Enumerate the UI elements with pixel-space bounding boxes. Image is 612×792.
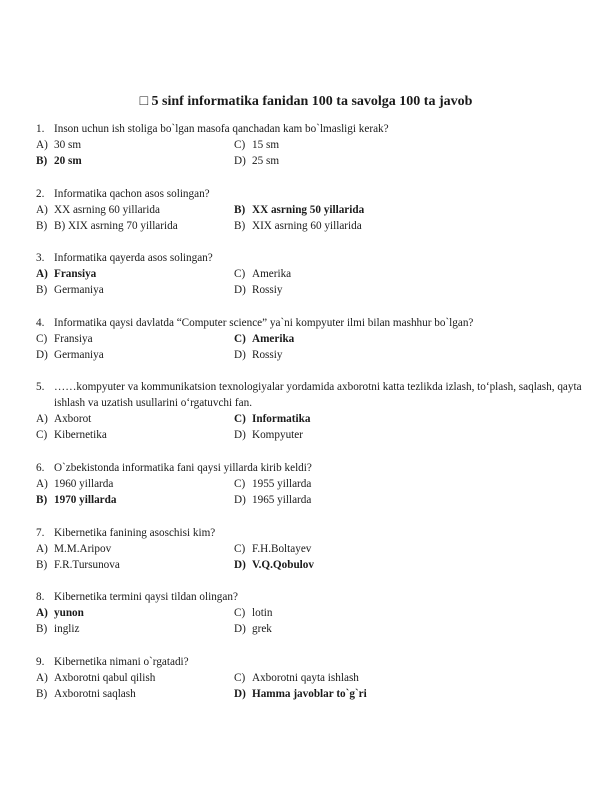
option-text: F.H.Boltayev	[252, 543, 312, 555]
answer-option	[36, 202, 234, 218]
option-text: Axborotni qayta ishlash	[252, 672, 359, 684]
option-text: M.M.Aripov	[54, 543, 112, 555]
option-text: 1970 yillarda	[54, 494, 117, 506]
answer-option	[36, 347, 234, 363]
option-letter: B)	[36, 559, 48, 571]
option-text: F.R.Tursunova	[54, 559, 120, 571]
answer-option	[36, 218, 234, 234]
answer-option	[36, 557, 234, 573]
option-text: lotin	[252, 607, 273, 619]
question-text: Informatika qayerda asos solingan?	[54, 252, 213, 264]
question-text: ……kompyuter va kommunikatsion texnologiyalar yordamida axborotni katta tezlikda izlash, to‘plash, saqlash, qayta ishlash va uzatish usullarini o‘rgatuvchi fan.	[54, 381, 582, 409]
answer-option	[234, 137, 534, 153]
question-number: 2.	[36, 188, 45, 200]
option-text: Axborotni saqlash	[54, 688, 136, 700]
option-text: 20 sm	[54, 155, 82, 167]
option-letter: A)	[36, 543, 48, 555]
answer-option	[234, 686, 534, 702]
option-letter: B)	[36, 494, 48, 506]
option-letter: D)	[234, 429, 246, 441]
answer-option	[234, 282, 534, 298]
answer-option	[36, 541, 234, 557]
option-letter: A)	[36, 413, 48, 425]
document-title: □ 5 sinf informatika fanidan 100 ta savolga 100 ta javob	[139, 94, 473, 109]
answer-option	[234, 218, 534, 234]
answer-option	[36, 153, 234, 169]
option-text: Kibernetika	[54, 429, 107, 441]
question-number: 1.	[36, 123, 45, 135]
question-number: 6.	[36, 462, 45, 474]
question-text: O`zbekistonda informatika fani qaysi yillarda kirib keldi?	[54, 462, 312, 474]
option-letter: B)	[234, 204, 246, 216]
option-letter: A)	[36, 607, 48, 619]
question-number: 5.	[36, 381, 45, 393]
option-text: yunon	[54, 607, 84, 619]
answer-option	[234, 331, 534, 347]
option-text: V.Q.Qobulov	[252, 559, 314, 571]
option-letter: B)	[36, 688, 48, 700]
option-letter: C)	[234, 413, 246, 425]
option-letter: B)	[234, 220, 246, 232]
question-8	[36, 589, 596, 637]
answer-option	[234, 202, 534, 218]
option-text: Informatika	[252, 413, 311, 425]
option-text: Kompyuter	[252, 429, 303, 441]
option-text: 15 sm	[252, 139, 280, 151]
answer-option	[36, 476, 234, 492]
option-text: Germaniya	[54, 349, 104, 361]
answer-option	[36, 137, 234, 153]
answer-option	[36, 492, 234, 508]
option-text: XX asrning 60 yillarida	[54, 204, 160, 216]
option-letter: A)	[36, 204, 48, 216]
option-letter: C)	[36, 429, 48, 441]
question-number: 4.	[36, 317, 45, 329]
option-text: XX asrning 50 yillarida	[252, 204, 365, 216]
question-3	[36, 250, 596, 298]
answer-option	[36, 266, 234, 282]
answer-option	[234, 476, 534, 492]
question-number: 3.	[36, 252, 45, 264]
answer-option	[234, 557, 534, 573]
option-text: XIX asrning 60 yillarida	[252, 220, 362, 232]
option-letter: D)	[234, 349, 246, 361]
option-letter: D)	[234, 559, 246, 571]
option-letter: D)	[234, 155, 246, 167]
answer-option	[36, 670, 234, 686]
option-letter: B)	[36, 623, 48, 635]
answer-option	[234, 153, 534, 169]
answer-option	[36, 427, 234, 443]
option-text: ingliz	[54, 623, 80, 635]
option-text: Fransiya	[54, 268, 97, 280]
answer-option	[36, 411, 234, 427]
question-4	[36, 315, 596, 363]
option-text: Fransiya	[54, 333, 93, 345]
answer-option	[234, 492, 534, 508]
option-letter: A)	[36, 672, 48, 684]
answer-option	[36, 686, 234, 702]
option-letter: B)	[36, 284, 48, 296]
option-letter: C)	[234, 478, 246, 490]
option-text: Amerika	[252, 268, 292, 280]
option-letter: D)	[234, 494, 246, 506]
answer-option	[36, 605, 234, 621]
option-letter: D)	[234, 688, 246, 700]
option-text: 1955 yillarda	[252, 478, 312, 490]
answer-option	[234, 427, 534, 443]
answer-option	[234, 541, 534, 557]
question-1	[36, 121, 596, 169]
option-text: Germaniya	[54, 284, 104, 296]
question-5	[36, 379, 596, 443]
option-letter: D)	[234, 623, 246, 635]
answer-option	[234, 411, 534, 427]
question-text: Kibernetika fanining asoschisi kim?	[54, 527, 216, 539]
option-letter: B)	[36, 220, 48, 232]
option-text: Hamma javoblar to`g`ri	[252, 688, 367, 700]
answer-option	[36, 621, 234, 637]
option-letter: C)	[234, 672, 246, 684]
option-text: Axborot	[54, 413, 92, 425]
answer-option	[234, 621, 534, 637]
question-text: Kibernetika termini qaysi tildan olingan?	[54, 591, 238, 603]
question-text: Inson uchun ish stoliga bo`lgan masofa qanchadan kam bo`lmasligi kerak?	[54, 123, 389, 135]
question-number: 8.	[36, 591, 45, 603]
option-letter: C)	[234, 607, 246, 619]
answer-option	[36, 282, 234, 298]
option-text: Axborotni qabul qilish	[54, 672, 156, 684]
question-6	[36, 460, 596, 508]
option-letter: D)	[36, 349, 48, 361]
option-text: Rossiy	[252, 284, 283, 296]
option-text: Amerika	[252, 333, 295, 345]
option-text: 25 sm	[252, 155, 280, 167]
question-7	[36, 525, 596, 573]
option-letter: B)	[36, 155, 48, 167]
option-letter: C)	[234, 333, 246, 345]
question-text: Informatika qachon asos solingan?	[54, 188, 210, 200]
option-letter: C)	[234, 268, 246, 280]
question-number: 7.	[36, 527, 45, 539]
option-letter: D)	[234, 284, 246, 296]
answer-option	[234, 266, 534, 282]
option-letter: A)	[36, 268, 48, 280]
answer-option	[36, 331, 234, 347]
answer-option	[234, 347, 534, 363]
option-text: B) XIX asrning 70 yillarida	[54, 220, 178, 232]
option-text: grek	[252, 623, 272, 635]
question-number: 9.	[36, 656, 45, 668]
option-text: 1960 yillarda	[54, 478, 114, 490]
option-text: Rossiy	[252, 349, 283, 361]
option-letter: A)	[36, 139, 48, 151]
question-text: Informatika qaysi davlatda “Computer science” ya`ni kompyuter ilmi bilan mashhur bo`lgan?	[54, 317, 474, 329]
question-text: Kibernetika nimani o`rgatadi?	[54, 656, 189, 668]
question-2	[36, 186, 596, 234]
option-letter: C)	[234, 139, 246, 151]
question-9	[36, 654, 596, 702]
option-text: 30 sm	[54, 139, 82, 151]
answer-option	[234, 670, 534, 686]
option-letter: C)	[36, 333, 48, 345]
option-letter: A)	[36, 478, 48, 490]
option-text: 1965 yillarda	[252, 494, 312, 506]
answer-option	[234, 605, 534, 621]
option-letter: C)	[234, 543, 246, 555]
